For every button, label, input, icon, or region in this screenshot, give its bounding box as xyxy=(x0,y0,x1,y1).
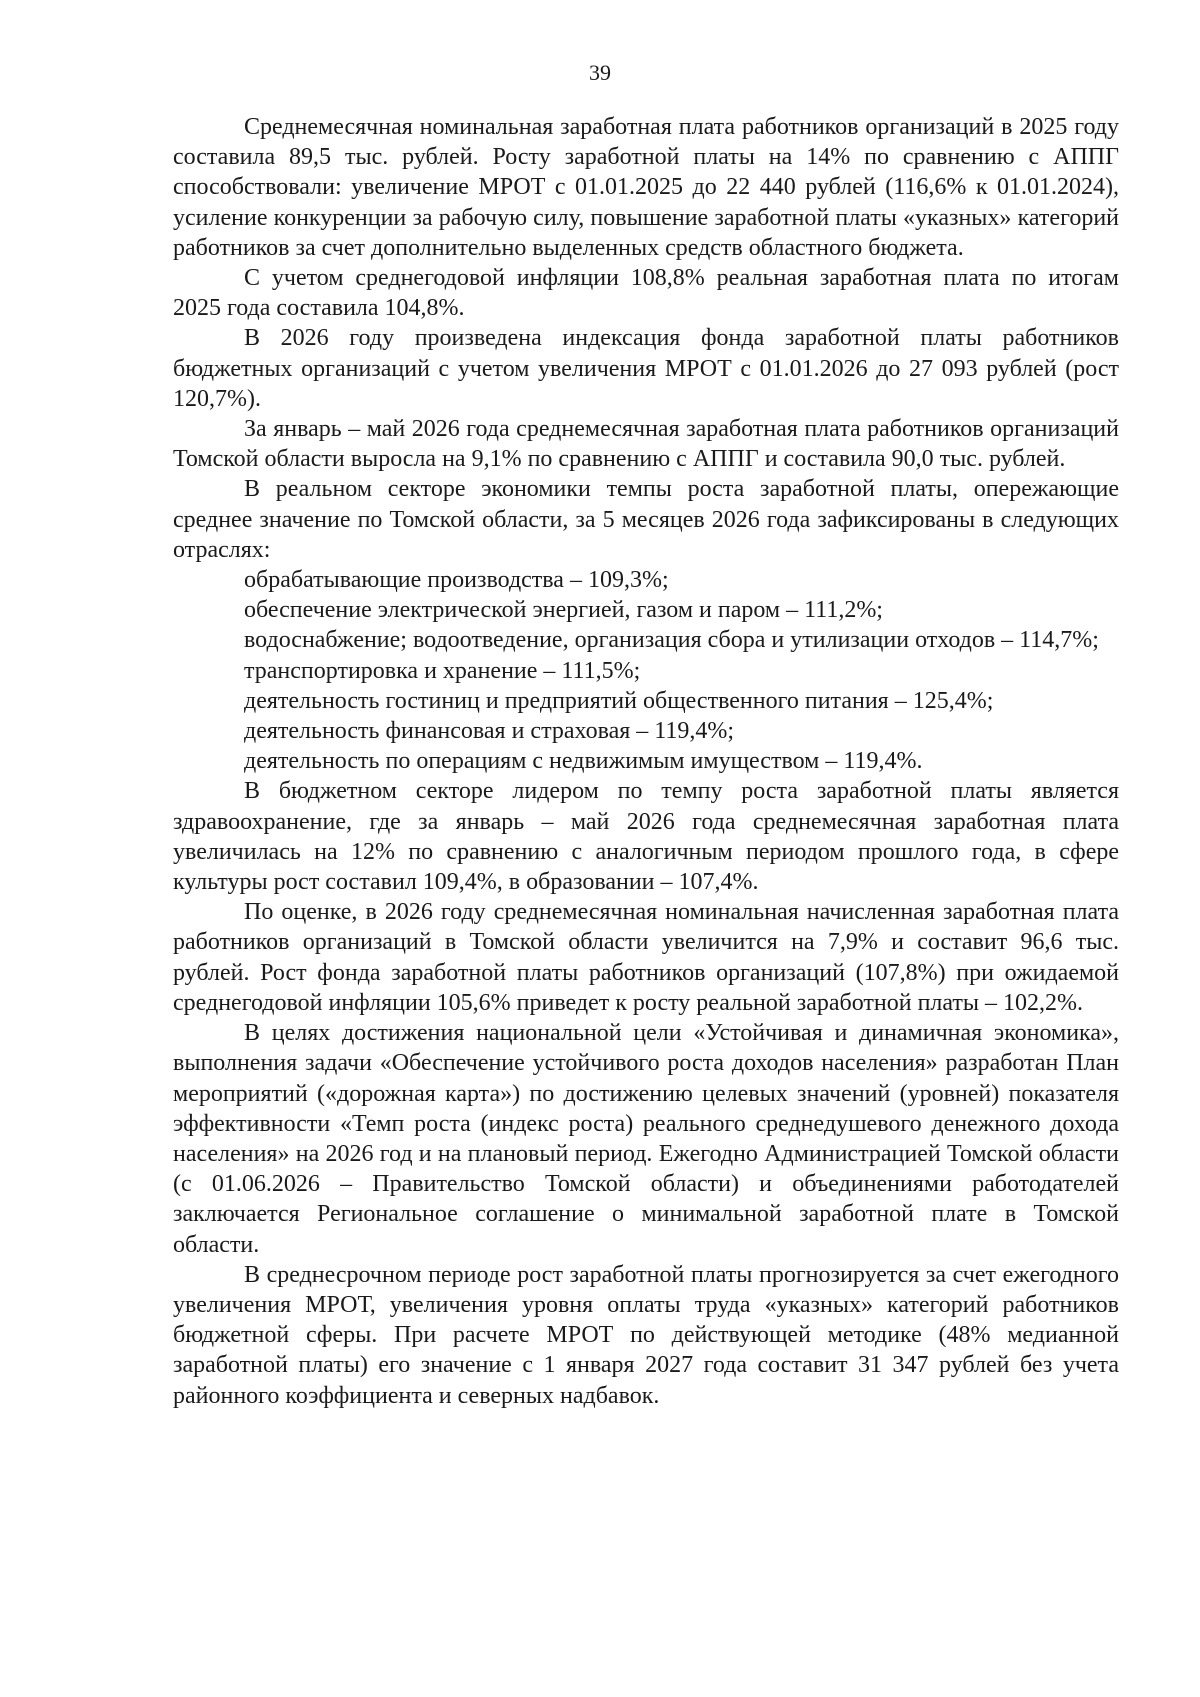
paragraph-estimate-2026: По оценке, в 2026 году среднемесячная номинальная начисленная заработная плата работников организаций в Томской области увеличится на 7,9% и составит 96,6 тыс. рублей. Рост фонда заработной платы работников организаций (107,8%) при ожидаемой среднегодовой инфляции 105,6% приведет к росту реальной заработной платы – 102,2%. xyxy=(173,899,1119,1016)
paragraph-national-goal: В целях достижения национальной цели «Устойчивая и динамичная экономика», выполнения задачи «Обеспечение устойчивого роста доходов населения» разработан План мероприятий («дорожная карта») по достижению целевых значений (уровней) показателя эффективности «Темп роста (индекс роста) реального среднедушевого денежного дохода населения» на 2026 год и на плановый период. Ежегодно Администрацией Томской области (с 01.06.2026 – Правительство Томской области) и объединениями работодателей заключается Региональное соглашение о минимальной заработной плате в Томской области. xyxy=(173,1020,1119,1258)
paragraph-indexation-2026: В 2026 году произведена индексация фонда заработной платы работников бюджетных организаций с учетом увеличения МРОТ с 01.01.2026 до 27 093 рублей (рост 120,7%). xyxy=(173,325,1119,412)
paragraph-real-salary-2025: С учетом среднегодовой инфляции 108,8% реальная заработная плата по итогам 2025 года составила 104,8%. xyxy=(173,265,1119,322)
industry-list-item: деятельность финансовая и страховая – 119,4%; xyxy=(244,718,735,745)
industry-list-item: водоснабжение; водоотведение, организация сбора и утилизации отходов – 114,7%; xyxy=(244,627,1099,654)
paragraph-budget-sector: В бюджетном секторе лидером по темпу роста заработной платы является здравоохранение, где за январь – май 2026 года среднемесячная заработная плата увеличилась на 12% по сравнению с аналогичным периодом прошлого года, в сфере культуры рост составил 109,4%, в образовании – 107,4%. xyxy=(173,778,1119,896)
paragraph-medium-term: В среднесрочном периоде рост заработной платы прогнозируется за счет ежегодного увеличения МРОТ, увеличения уровня оплаты труда «указных» категорий работников бюджетной сферы. При расчете МРОТ по действующей методике (48% медианной заработной платы) его значение с 1 января 2027 года составит 31 347 рублей без учета районного коэффициента и северных надбавок. xyxy=(173,1261,1119,1409)
paragraph-jan-may-2026: За январь – май 2026 года среднемесячная заработная плата работников организаций Томской области выросла на 9,1% по сравнению с АППГ и составила 90,0 тыс. рублей. xyxy=(173,416,1119,473)
paragraph-real-sector: В реальном секторе экономики темпы роста заработной платы, опережающие среднее значение по Томской области, за 5 месяцев 2026 года зафиксированы в следующих отраслях: xyxy=(173,476,1119,563)
industry-list-item: деятельность гостиниц и предприятий общественного питания – 125,4%; xyxy=(244,687,994,714)
page-number: 39 xyxy=(589,60,611,85)
industry-list-item: обеспечение электрической энергией, газом и паром – 111,2%; xyxy=(244,597,883,624)
industry-list-item: транспортировка и хранение – 111,5%; xyxy=(244,657,641,684)
paragraph-average-salary-2025: Среднемесячная номинальная заработная плата работников организаций в 2025 году составила 89,5 тыс. рублей. Росту заработной платы на 14% по сравнению с АППГ способствовали: увеличение МРОТ с 01.01.2025 до 22 440 рублей (116,6% к 01.01.2024), усиление конкуренции за рабочую силу, повышение заработной платы «указных» категорий работников за счет дополнительно выделенных средств областного бюджета. xyxy=(173,114,1119,261)
industry-list-item: обрабатывающие производства – 109,3%; xyxy=(244,567,669,594)
document-body xyxy=(173,112,1119,1411)
industry-list-item: деятельность по операциям с недвижимым имуществом – 119,4%. xyxy=(244,748,923,775)
